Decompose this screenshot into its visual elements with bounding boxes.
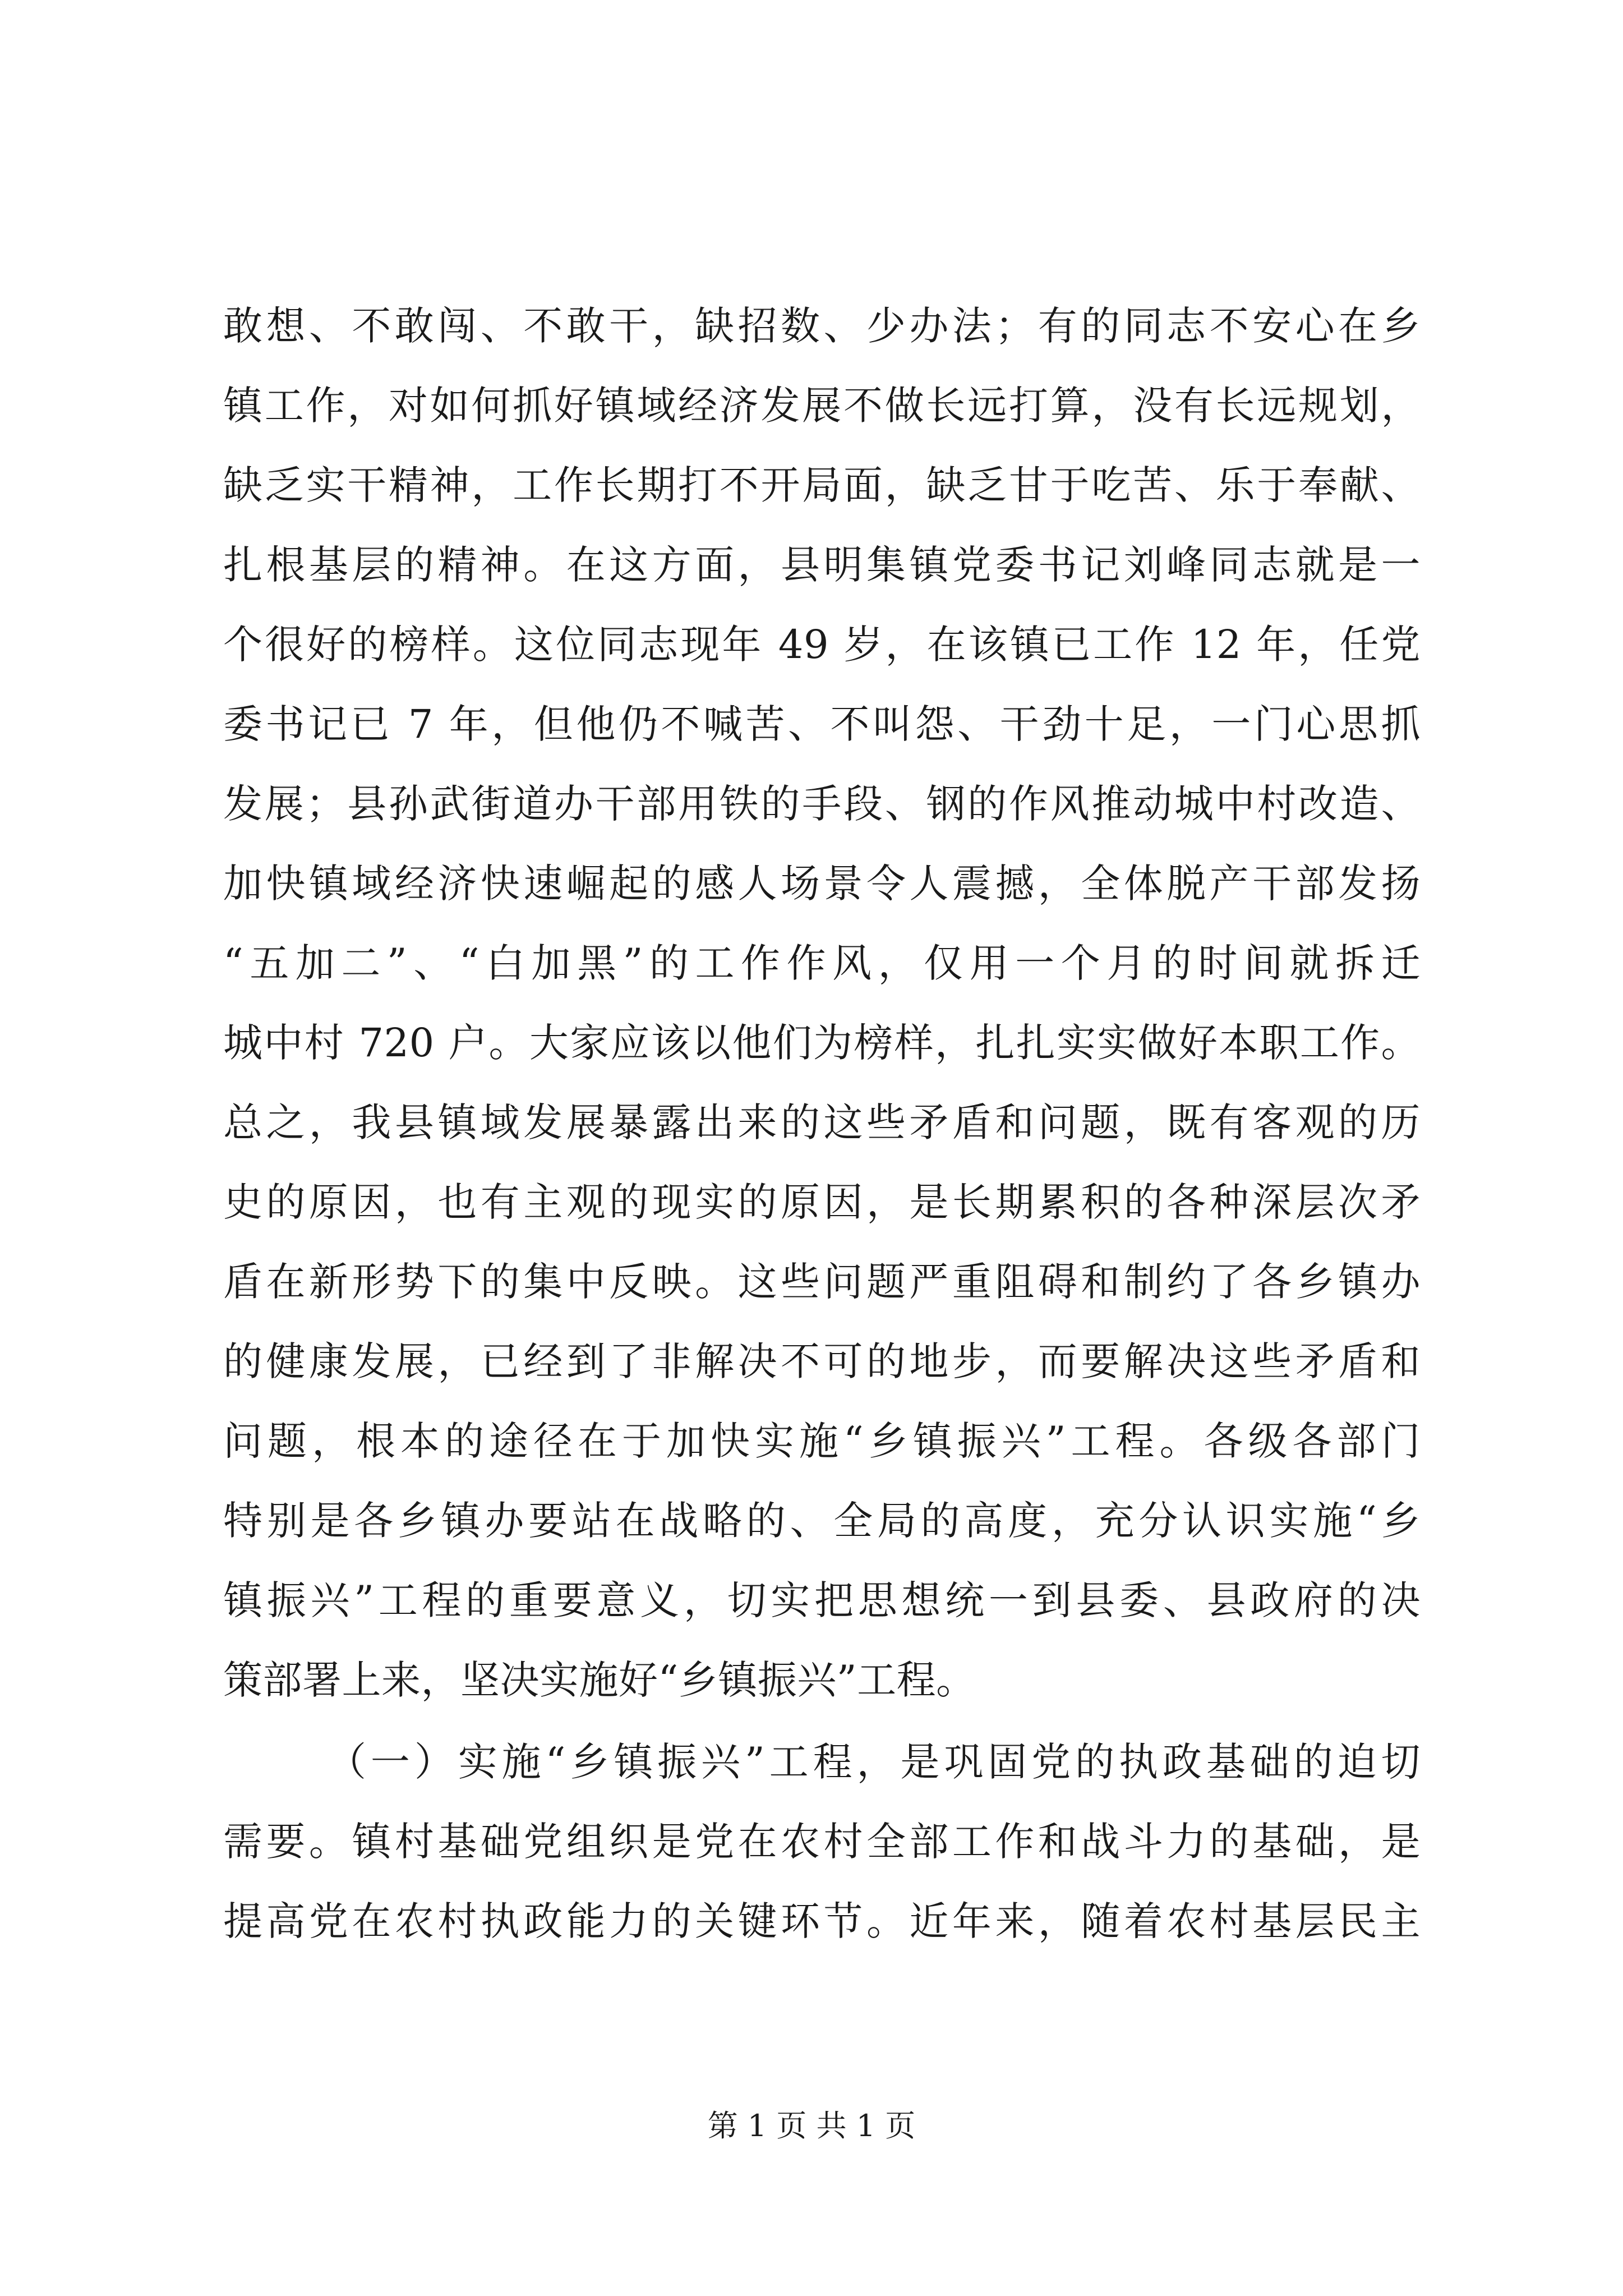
text-line: 提高党在农村执政能力的关键环节。近年来，随着农村基层民主 [223, 1898, 1421, 1944]
page-number-footer: 第 1 页 共 1 页 [707, 2108, 916, 2143]
text-line: 委书记已 7 年，但他仍不喊苦、不叫怨、干劲十足，一门心思抓 [223, 701, 1421, 747]
text-line: 个很好的榜样。这位同志现年 49 岁，在该镇已工作 12 年，任党 [223, 622, 1421, 668]
text-line: 城中村 720 户。大家应该以他们为榜样，扎扎实实做好本职工作。 [223, 1020, 1421, 1066]
text-line: “五加二”、“白加黑”的工作作风，仅用一个月的时间就拆迁 [223, 940, 1421, 986]
text-line: 扎根基层的精神。在这方面，县明集镇党委书记刘峰同志就是一 [223, 542, 1421, 588]
text-line: 策部署上来，坚决实施好“乡镇振兴”工程。 [223, 1657, 976, 1703]
body-text [223, 286, 1421, 1961]
text-line: 镇振兴”工程的重要意义，切实把思想统一到县委、县政府的决 [223, 1577, 1421, 1623]
text-line: 盾在新形势下的集中反映。这些问题严重阻碍和制约了各乡镇办 [223, 1259, 1421, 1305]
text-line: 的健康发展，已经到了非解决不可的地步，而要解决这些矛盾和 [223, 1338, 1421, 1384]
text-line: 需要。镇村基础党组织是党在农村全部工作和战斗力的基础，是 [223, 1819, 1421, 1865]
text-line: 发展；县孙武街道办干部用铁的手段、钢的作风推动城中村改造、 [223, 781, 1421, 827]
text-line: 加快镇域经济快速崛起的感人场景令人震撼，全体脱产干部发扬 [223, 861, 1421, 907]
text-line: （一）实施“乡镇振兴”工程，是巩固党的执政基础的迫切 [327, 1739, 1421, 1785]
text-line: 特别是各乡镇办要站在战略的、全局的高度，充分认识实施“乡 [223, 1498, 1421, 1544]
text-line: 敢想、不敢闯、不敢干，缺招数、少办法；有的同志不安心在乡 [223, 303, 1421, 349]
text-line: 总之，我县镇域发展暴露出来的这些矛盾和问题，既有客观的历 [223, 1099, 1421, 1145]
text-line: 史的原因，也有主观的现实的原因，是长期累积的各种深层次矛 [223, 1179, 1421, 1225]
text-line: 缺乏实干精神，工作长期打不开局面，缺乏甘于吃苦、乐于奉献、 [223, 462, 1421, 508]
text-line: 镇工作，对如何抓好镇域经济发展不做长远打算，没有长远规划， [223, 383, 1421, 429]
text-line: 问题，根本的途径在于加快实施“乡镇振兴”工程。各级各部门 [223, 1418, 1421, 1464]
